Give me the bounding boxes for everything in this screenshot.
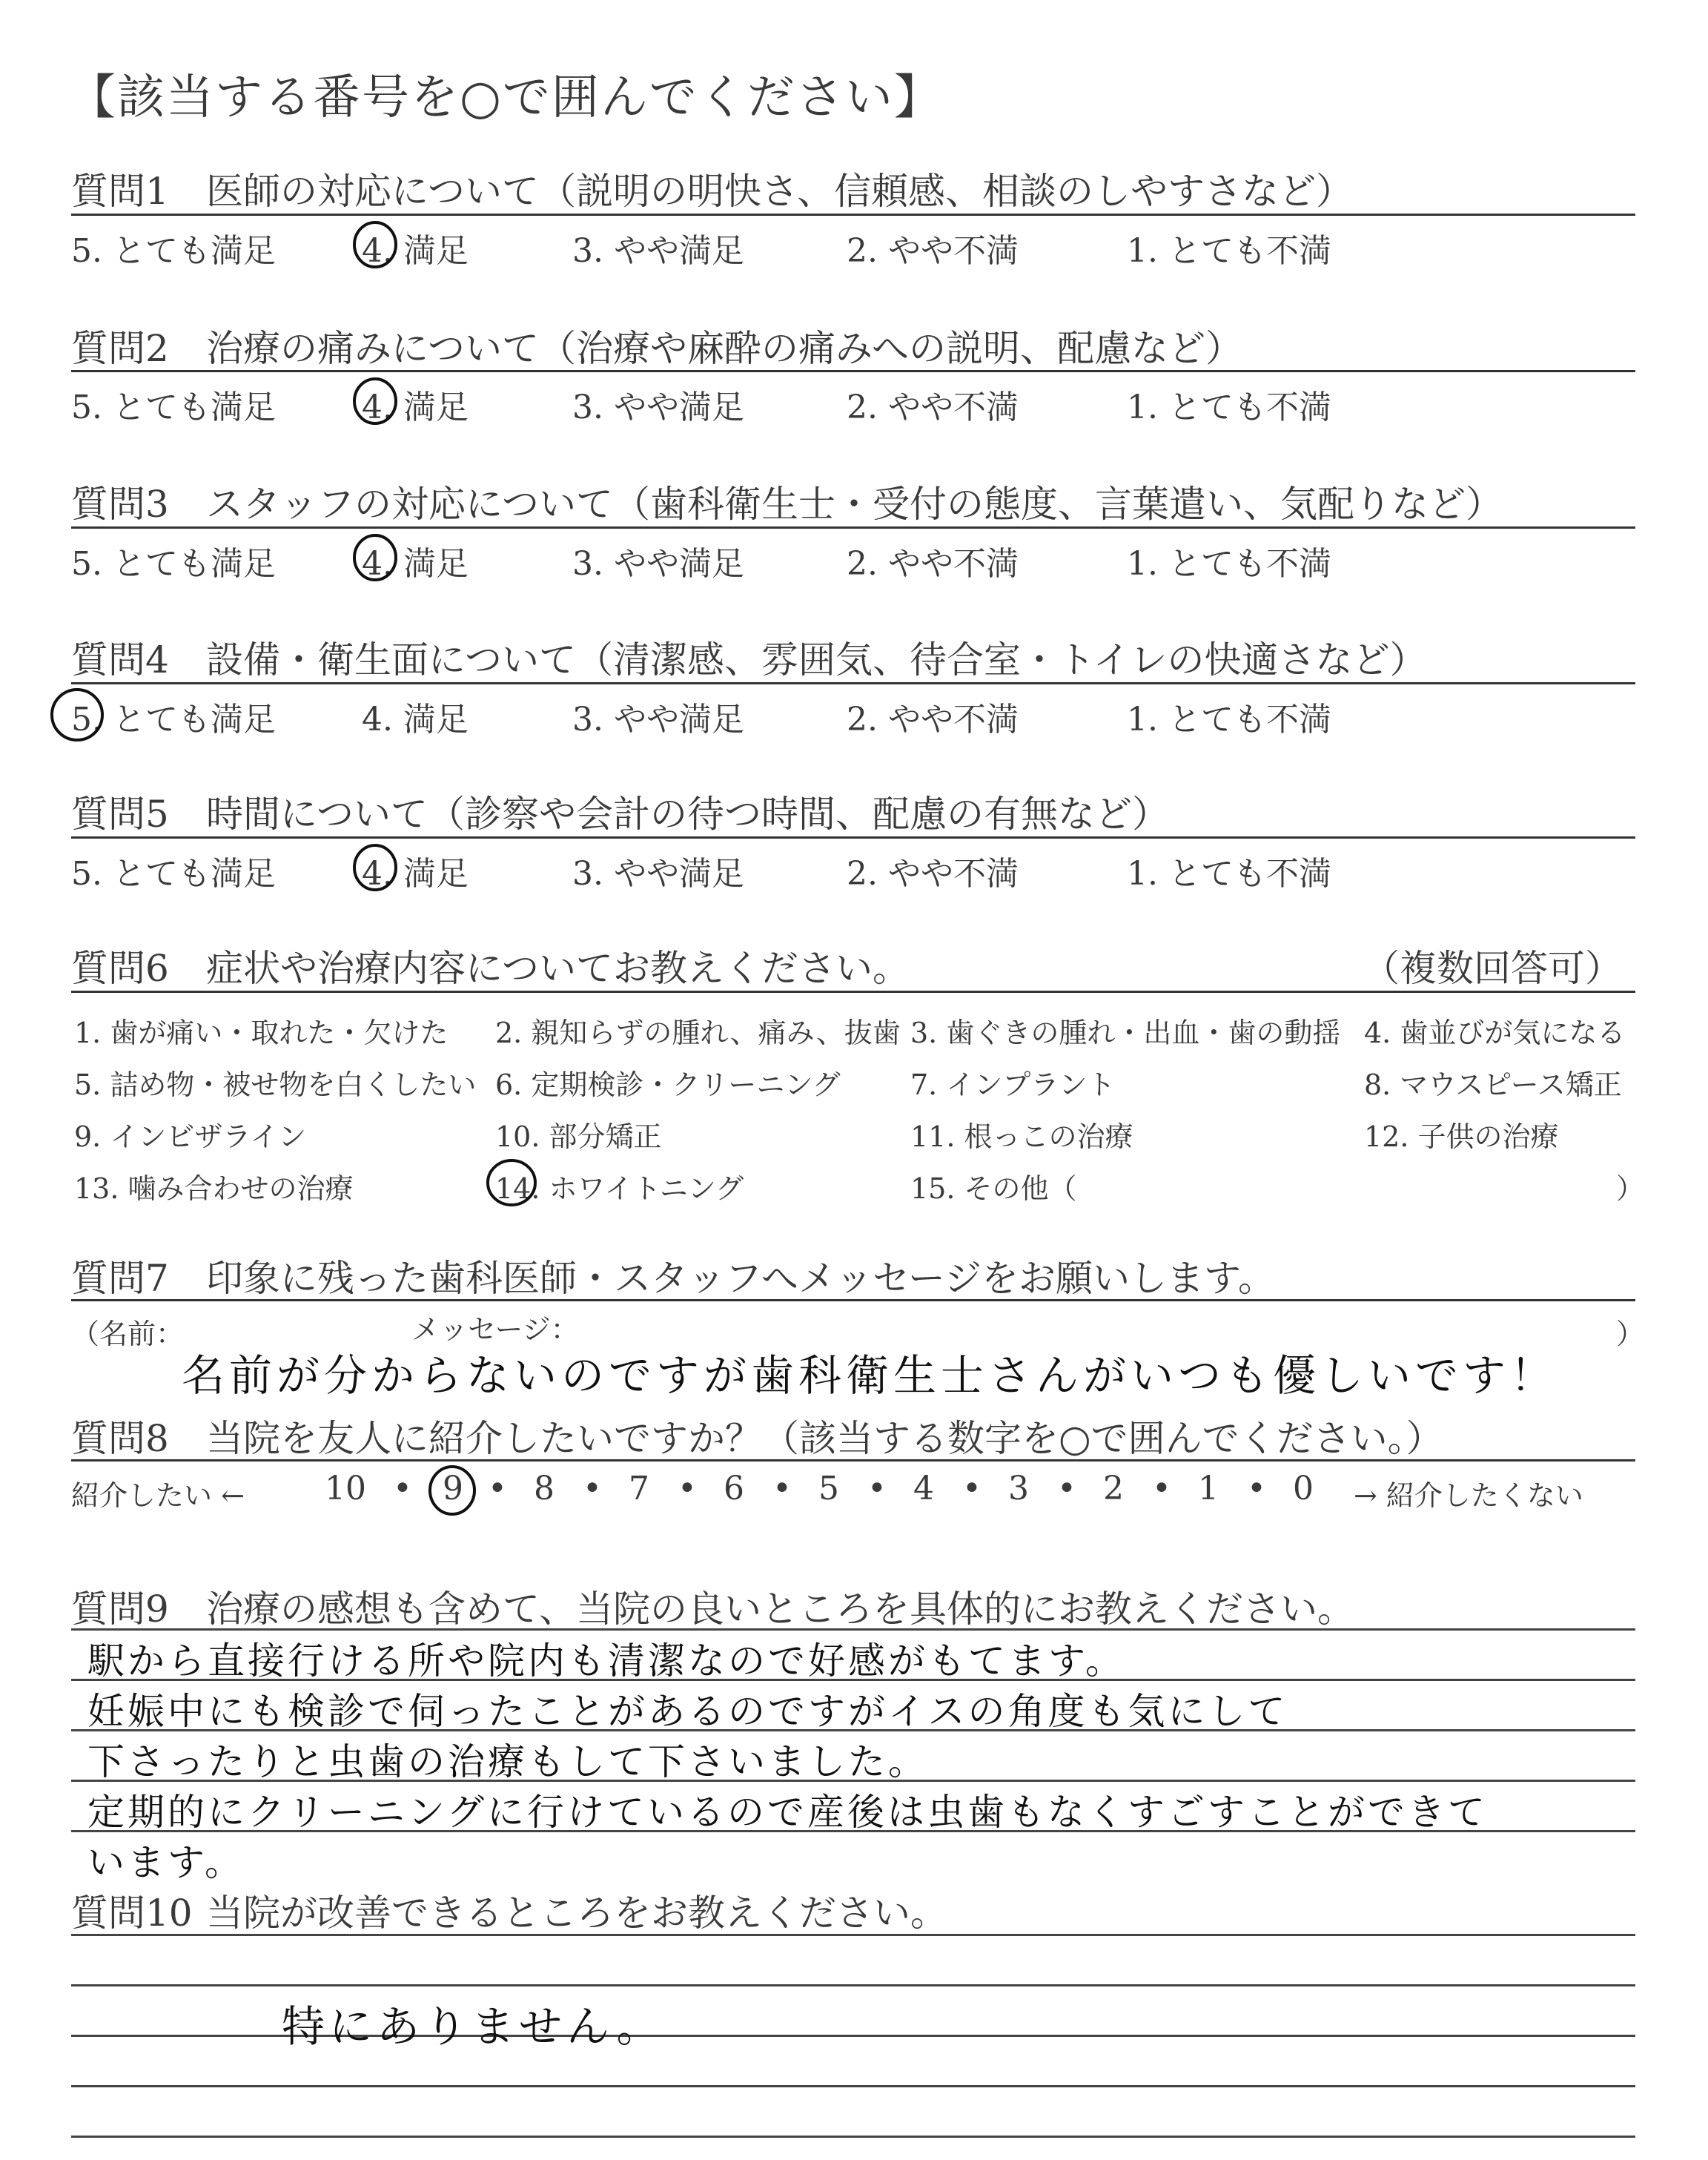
q8-score-3[interactable]: 3 <box>1008 1470 1029 1507</box>
q5-text: 時間について（診察や会計の待つ時間、配慮の有無など） <box>206 793 1169 836</box>
q8-score-10[interactable]: 10 <box>325 1470 366 1507</box>
q6-selection-circle <box>488 1160 535 1205</box>
q6-option-11[interactable]: 11. 根っこの治療 <box>910 1120 1133 1153</box>
q10-label: 質問10 <box>71 1892 193 1935</box>
q8-score-8[interactable]: 8 <box>534 1470 555 1507</box>
q8-right-label: → 紹介したくない <box>1354 1479 1583 1512</box>
q4-option-4[interactable]: 4. 満足 <box>362 701 469 739</box>
q2-option-2[interactable]: 2. やや不満 <box>847 389 1019 426</box>
q6-option-7[interactable]: 7. インプラント <box>910 1069 1116 1101</box>
q3-option-4[interactable]: 4. 満足 <box>362 545 469 583</box>
q6-option-4[interactable]: 4. 歯並びが気になる <box>1364 1017 1626 1049</box>
q2-label: 質問2 <box>71 327 169 370</box>
q1-option-3[interactable]: 3. やや満足 <box>572 232 744 270</box>
q8-dot: • <box>678 1470 697 1507</box>
q8-dot: • <box>488 1470 507 1507</box>
q8-score-1[interactable]: 1 <box>1198 1470 1219 1507</box>
q8-label: 質問8 <box>71 1417 169 1460</box>
q10-handwritten-answer[interactable]: 特にありません。 <box>282 2001 664 2052</box>
q7-text: 印象に残った歯科医師・スタッフへメッセージをお願いします。 <box>206 1257 1275 1300</box>
q8-dot: • <box>1247 1470 1266 1507</box>
q9-handwritten-line-2[interactable]: 妊娠中にも検診で伺ったことがあるのですがイスの角度も気にして <box>87 1690 1288 1733</box>
q4-option-2[interactable]: 2. やや不満 <box>847 701 1019 739</box>
q8-score-9[interactable]: 9 <box>443 1470 463 1507</box>
q8-dot: • <box>583 1470 602 1507</box>
q6-option-1[interactable]: 1. 歯が痛い・取れた・欠けた <box>74 1017 448 1049</box>
q9-handwritten-line-1[interactable]: 駅から直接行ける所や院内も清潔なので好感がもてます。 <box>87 1639 1125 1682</box>
q6-multiple-note: （複数回答可） <box>1363 947 1622 990</box>
q8-selection-circle <box>430 1467 474 1514</box>
q7-handwritten-message[interactable]: 名前が分からないのですが歯科衛生士さんがいつも優しいです！ <box>182 1350 1558 1401</box>
q6-option-10[interactable]: 10. 部分矯正 <box>495 1120 662 1153</box>
q5-label: 質問5 <box>71 793 169 836</box>
q10-text: 当院が改善できるところをお教えください。 <box>206 1892 947 1935</box>
q8-text: 当院を友人に紹介したいですか？（該当する数字を○で囲んでください。） <box>206 1417 1443 1460</box>
q6-option-2[interactable]: 2. 親知らずの腫れ、痛み、抜歯 <box>495 1017 901 1049</box>
q8-score-7[interactable]: 7 <box>629 1470 649 1507</box>
q7-close-paren: ） <box>1616 1318 1645 1350</box>
q6-option-15-close: ） <box>1616 1172 1645 1205</box>
q5-selection-circle <box>354 845 396 890</box>
q8-dot: • <box>1057 1470 1076 1507</box>
q6-option-13[interactable]: 13. 噛み合わせの治療 <box>74 1172 354 1205</box>
q8-dot: • <box>772 1470 792 1507</box>
q6-option-5[interactable]: 5. 詰め物・被せ物を白くしたい <box>74 1069 477 1101</box>
q7-label: 質問7 <box>71 1257 169 1300</box>
q4-text: 設備・衛生面について（清潔感、雰囲気、待合室・トイレの快適さなど） <box>206 638 1427 681</box>
q6-option-12[interactable]: 12. 子供の治療 <box>1364 1120 1559 1153</box>
q3-option-1[interactable]: 1. とても不満 <box>1127 545 1331 583</box>
q8-dot: • <box>393 1470 412 1507</box>
q4-selection-circle <box>52 690 102 740</box>
q3-option-2[interactable]: 2. やや不満 <box>847 545 1019 583</box>
q8-dot: • <box>1152 1470 1171 1507</box>
q3-option-3[interactable]: 3. やや満足 <box>572 545 744 583</box>
q6-option-6[interactable]: 6. 定期検診・クリーニング <box>495 1069 841 1101</box>
q3-label: 質問3 <box>71 483 169 526</box>
q2-option-5[interactable]: 5. とても満足 <box>71 389 276 426</box>
q3-selection-circle <box>354 535 396 580</box>
q9-handwritten-line-4[interactable]: 定期的にクリーニングに行けているので産後は虫歯もなくすごすことができて <box>87 1791 1488 1834</box>
q9-handwritten-line-3[interactable]: 下さったりと虫歯の治療もして下さいました。 <box>87 1740 928 1783</box>
form-title: 【該当する番号を○で囲んでください】 <box>68 70 943 125</box>
q9-handwritten-line-5[interactable]: います。 <box>87 1841 245 1884</box>
q1-option-4[interactable]: 4. 満足 <box>362 232 469 270</box>
q6-option-8[interactable]: 8. マウスピース矯正 <box>1364 1069 1622 1101</box>
q4-label: 質問4 <box>71 638 169 681</box>
q1-option-1[interactable]: 1. とても不満 <box>1127 232 1331 270</box>
q9-label: 質問9 <box>71 1588 169 1631</box>
q2-selection-circle <box>354 379 396 423</box>
q2-option-3[interactable]: 3. やや満足 <box>572 389 744 426</box>
q6-option-14[interactable]: 14. ホワイトニング <box>495 1172 744 1205</box>
q3-option-5[interactable]: 5. とても満足 <box>71 545 276 583</box>
q8-score-4[interactable]: 4 <box>913 1470 934 1507</box>
q6-text: 症状や治療内容についてお教えください。 <box>206 947 910 990</box>
q5-option-4[interactable]: 4. 満足 <box>362 855 469 893</box>
q2-option-4[interactable]: 4. 満足 <box>362 389 469 426</box>
q7-name-label: （名前： <box>71 1318 185 1350</box>
q4-option-3[interactable]: 3. やや満足 <box>572 701 744 739</box>
q8-score-6[interactable]: 6 <box>724 1470 744 1507</box>
q8-score-2[interactable]: 2 <box>1103 1470 1124 1507</box>
q1-selection-circle <box>354 222 396 267</box>
q6-option-9[interactable]: 9. インビザライン <box>74 1120 307 1153</box>
q5-option-2[interactable]: 2. やや不満 <box>847 855 1019 893</box>
q3-text: スタッフの対応について（歯科衛生士・受付の態度、言葉遣い、気配りなど） <box>206 483 1503 526</box>
q1-option-5[interactable]: 5. とても満足 <box>71 232 276 270</box>
q7-message-label: メッセージ： <box>411 1313 579 1346</box>
q1-text: 医師の対応について（説明の明快さ、信頼感、相談のしやすさなど） <box>206 170 1353 213</box>
q2-text: 治療の痛みについて（治療や麻酔の痛みへの説明、配慮など） <box>206 327 1242 370</box>
q8-left-label: 紹介したい ← <box>71 1479 245 1512</box>
q4-option-1[interactable]: 1. とても不満 <box>1127 701 1331 739</box>
q2-option-1[interactable]: 1. とても不満 <box>1127 389 1331 426</box>
q8-dot: • <box>962 1470 982 1507</box>
q1-label: 質問1 <box>71 170 169 213</box>
q6-label: 質問6 <box>71 947 169 990</box>
q8-dot: • <box>867 1470 887 1507</box>
q8-score-5[interactable]: 5 <box>818 1470 839 1507</box>
q6-option-3[interactable]: 3. 歯ぐきの腫れ・出血・歯の動揺 <box>910 1017 1341 1049</box>
q5-option-5[interactable]: 5. とても満足 <box>71 855 276 893</box>
q1-option-2[interactable]: 2. やや不満 <box>847 232 1019 270</box>
q5-option-1[interactable]: 1. とても不満 <box>1127 855 1331 893</box>
q4-option-5[interactable]: 5. とても満足 <box>71 701 276 739</box>
q9-text: 治療の感想も含めて、当院の良いところを具体的にお教えください。 <box>206 1588 1354 1631</box>
q8-score-0[interactable]: 0 <box>1293 1470 1314 1507</box>
q5-option-3[interactable]: 3. やや満足 <box>572 855 744 893</box>
q6-option-15[interactable]: 15. その他（ <box>910 1172 1077 1205</box>
